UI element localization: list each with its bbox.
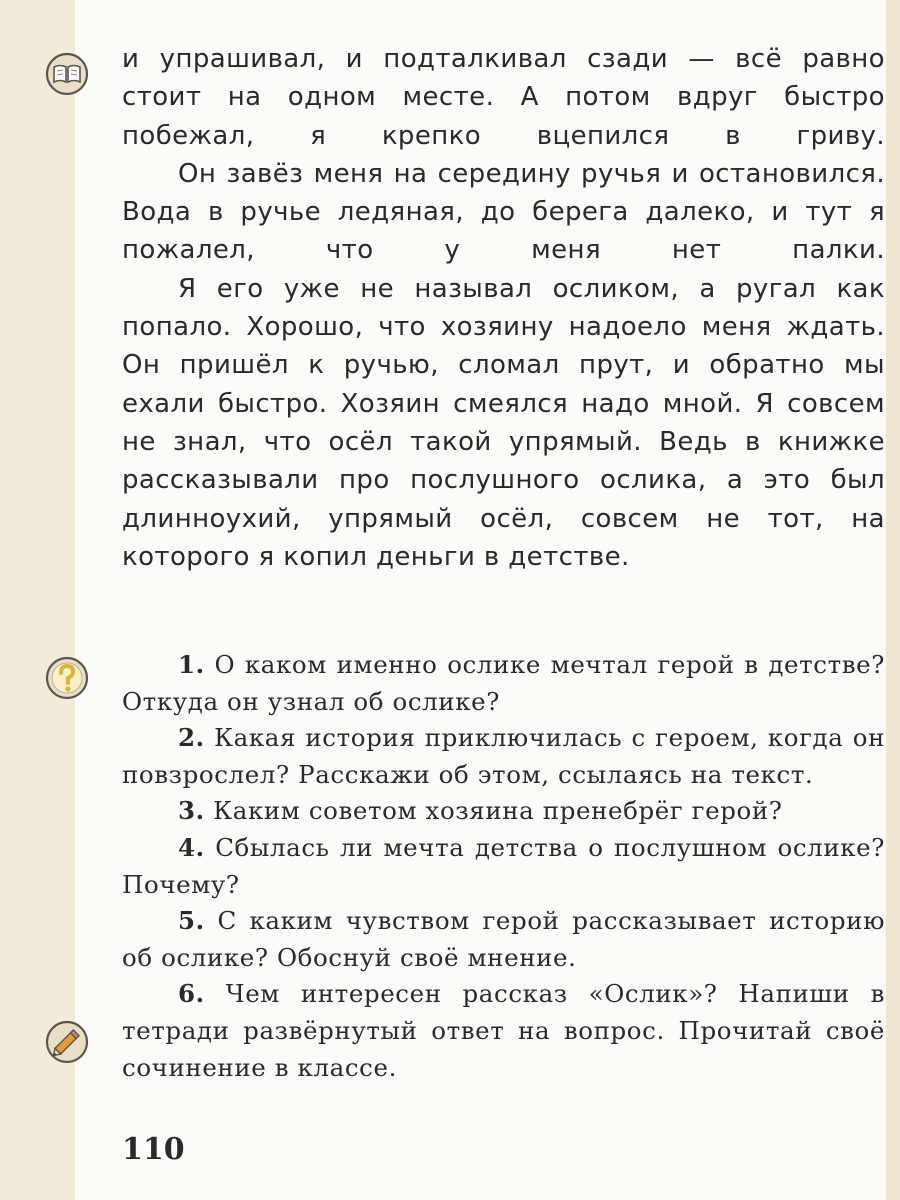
story-text (122, 40, 885, 576)
story-paragraph: Я его уже не называл осликом, а ругал как попало. Хорошо, что хозяину надоело меня ждать. Он пришёл к ручью, сломал прут, и обратно мы ехали быстро. Хозяин смеялся надо мной. Я совсем не знал, что осёл такой упрямый. Ведь в книжке рассказывали про послушного ослика, а это был длинноухий, упрямый осёл, совсем не тот, на которого я копил деньги в детстве. (122, 273, 885, 572)
question-mark-icon (45, 656, 89, 700)
story-paragraph: Он завёз меня на середину ручья и остановился. Вода в ручье ледяная, до берега далеко, и тут я пожалел, что у меня нет палки. (122, 158, 885, 266)
story-paragraph: и упрашивал, и подталкивал сзади — всё равно стоит на одном месте. А потом вдруг быстро побежал, я крепко вцепился в гриву. (122, 44, 885, 151)
questions-list (122, 647, 885, 1086)
question-item: 1. О каком именно ослике мечтал герой в детстве? Откуда он узнал об ослике? (122, 650, 885, 716)
question-item: 6. Чем интересен рассказ «Ослик»? Напиши в тетради развёрнутый ответ на вопрос. Прочитай своё сочинение в классе. (122, 979, 886, 1082)
question-item: 4. Сбылась ли мечта детства о послушном ослике? Почему? (122, 832, 885, 899)
question-item: 2. Какая история приключилась с героем, когда он повзрослел? Расскажи об этом, ссылаясь на текст. (122, 723, 885, 789)
page-number: 110 (122, 1132, 185, 1167)
question-item: 3. Каким советом хозяина пренебрёг герой? (178, 796, 783, 826)
book-icon (45, 52, 89, 96)
question-item: 5. С каким чувством герой рассказывает историю об ослике? Обоснуй своё мнение. (122, 906, 885, 972)
right-margin-band (886, 0, 900, 1200)
pencil-icon (45, 1020, 89, 1064)
